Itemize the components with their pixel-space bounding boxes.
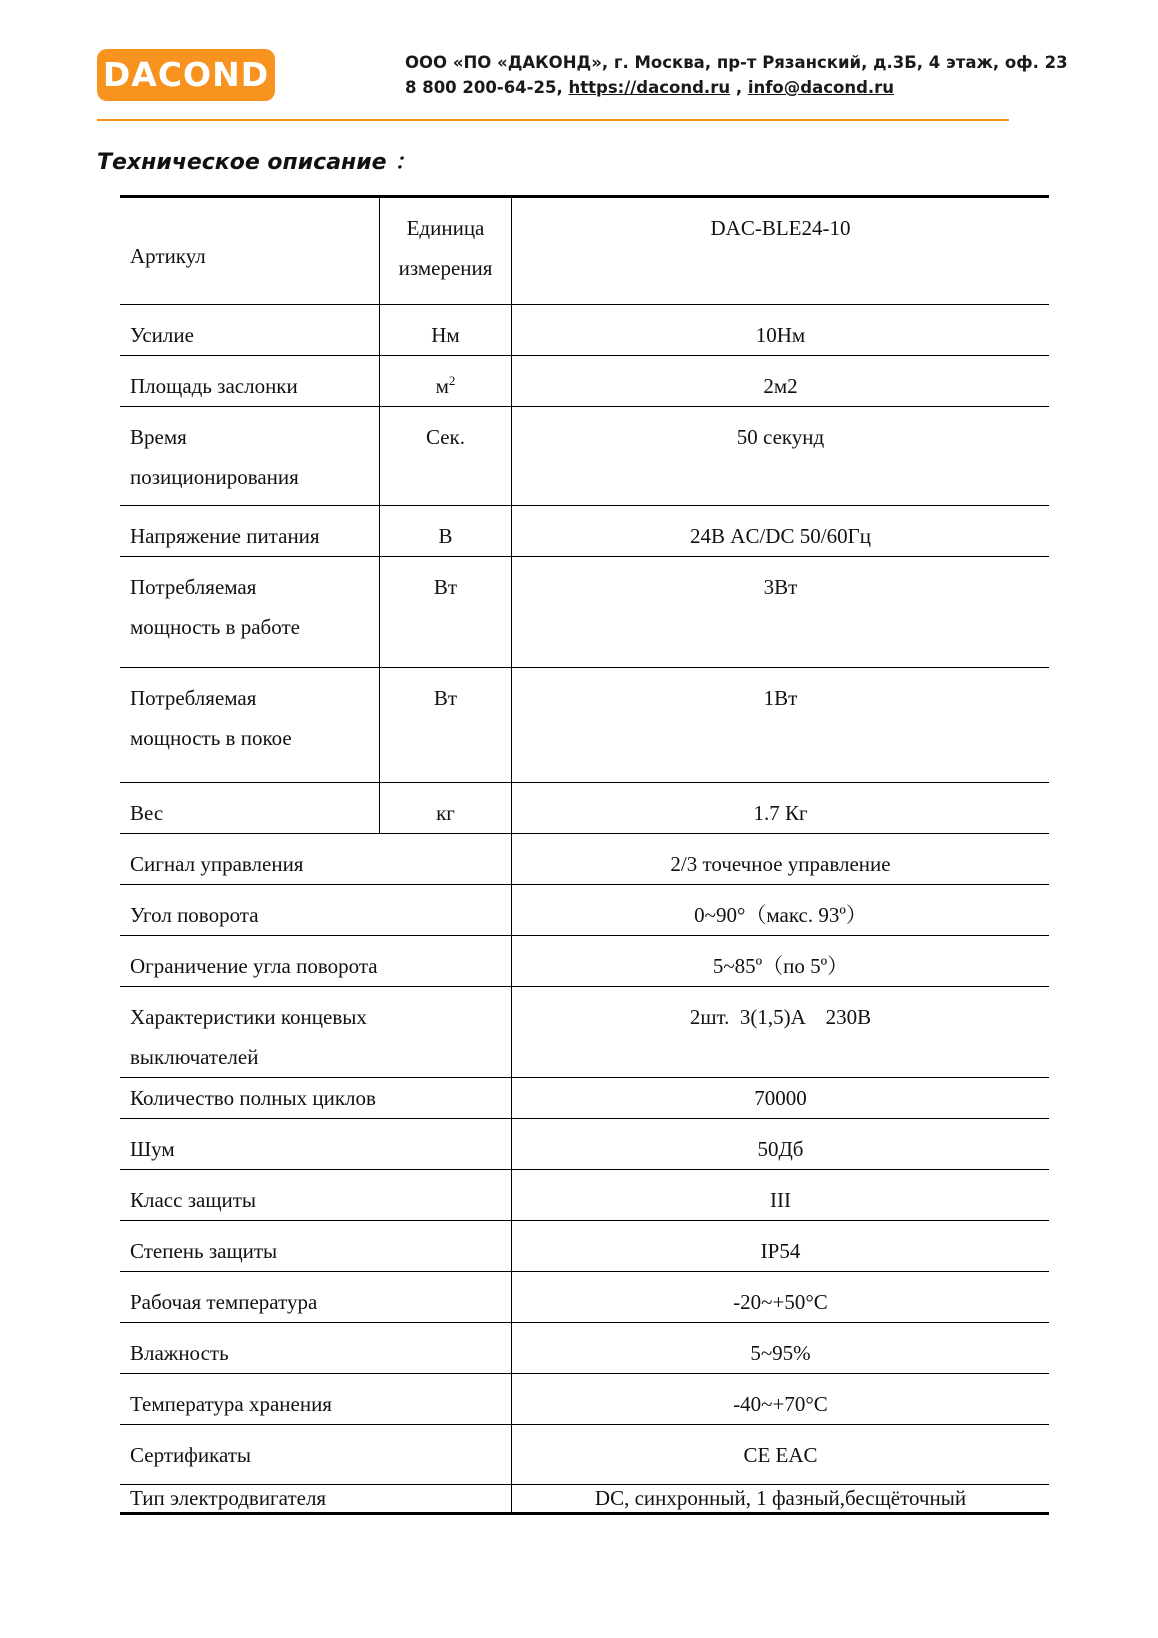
header-value: DAC-BLE24-10 — [512, 197, 1050, 305]
company-phone: 8 800 200-64-25, — [405, 78, 569, 97]
row-param: Степень защиты — [120, 1221, 512, 1272]
row-value: 70000 — [512, 1078, 1050, 1119]
header-unit-line2: измерения — [398, 256, 493, 280]
row-value: -40~+70°C — [512, 1374, 1050, 1425]
row-param: Вес — [120, 783, 380, 834]
table-row — [120, 1078, 1049, 1119]
param-line1: Характеристики концевых — [130, 1005, 367, 1029]
param-line1: Время — [130, 425, 187, 449]
row-value: -20~+50°C — [512, 1272, 1050, 1323]
header-param: Артикул — [130, 244, 206, 268]
param-line1: Потребляемая — [130, 686, 257, 710]
row-value: 50Дб — [512, 1119, 1050, 1170]
row-value: III — [512, 1170, 1050, 1221]
row-value: 5~85º（по 5º） — [512, 936, 1050, 987]
row-unit: Вт — [380, 668, 512, 783]
email-link[interactable]: info@dacond.ru — [747, 78, 895, 97]
param-line2: позиционирования — [130, 465, 299, 489]
row-value: 1Вт — [512, 668, 1050, 783]
row-unit: кг — [380, 783, 512, 834]
company-contacts — [405, 75, 1068, 100]
unit-superscript: 2 — [448, 373, 456, 388]
table-row — [120, 305, 1049, 356]
table-header-row — [120, 197, 1049, 305]
row-param: Рабочая температура — [120, 1272, 512, 1323]
contact-separator: , — [730, 78, 748, 97]
param-line2: выключателей — [130, 1045, 259, 1069]
header-divider — [97, 119, 1009, 121]
table-row — [120, 557, 1049, 668]
row-param — [120, 557, 380, 668]
row-value: DC, синхронный, 1 фазный,бесщёточный — [512, 1485, 1050, 1514]
row-unit — [380, 356, 512, 407]
table-row — [120, 1485, 1049, 1514]
company-info — [405, 50, 1068, 100]
section-title: Техническое описание ： — [97, 150, 417, 175]
row-param: Сигнал управления — [120, 834, 512, 885]
table-row — [120, 1119, 1049, 1170]
row-value: CE EAC — [512, 1425, 1050, 1485]
table-row — [120, 1374, 1049, 1425]
table-row — [120, 1425, 1049, 1485]
table-row — [120, 834, 1049, 885]
row-value: 50 секунд — [512, 407, 1050, 506]
row-value: 2/3 точечное управление — [512, 834, 1050, 885]
table-row — [120, 1221, 1049, 1272]
row-value: 5~95% — [512, 1323, 1050, 1374]
website-link[interactable]: https://dacond.ru — [568, 78, 731, 97]
table-row — [120, 885, 1049, 936]
table-row — [120, 1170, 1049, 1221]
row-value: 2шт. 3(1,5)A 230B — [512, 987, 1050, 1078]
row-param: Сертификаты — [120, 1425, 512, 1485]
row-value: 10Нм — [512, 305, 1050, 356]
table-row — [120, 987, 1049, 1078]
row-param: Усилие — [120, 305, 380, 356]
table-row — [120, 356, 1049, 407]
row-value: 0~90°（макс. 93º） — [512, 885, 1050, 936]
row-param: Угол поворота — [120, 885, 512, 936]
row-param — [120, 668, 380, 783]
dacond-logo: DACOND — [97, 49, 275, 101]
table-row — [120, 936, 1049, 987]
table-row — [120, 1323, 1049, 1374]
row-param: Количество полных циклов — [120, 1078, 512, 1119]
table-row — [120, 668, 1049, 783]
row-param: Класс защиты — [120, 1170, 512, 1221]
param-line2: мощность в покое — [130, 726, 292, 750]
row-unit: Вт — [380, 557, 512, 668]
table-row — [120, 506, 1049, 557]
table-row — [120, 783, 1049, 834]
row-param — [120, 987, 512, 1078]
row-value: 24В AC/DC 50/60Гц — [512, 506, 1050, 557]
row-param: Температура хранения — [120, 1374, 512, 1425]
header-unit-line1: Единица — [406, 216, 485, 240]
unit-base: м — [435, 374, 449, 398]
row-value: 2м2 — [512, 356, 1050, 407]
row-param — [120, 407, 380, 506]
row-param: Напряжение питания — [120, 506, 380, 557]
row-value: 3Вт — [512, 557, 1050, 668]
table-row — [120, 1272, 1049, 1323]
row-param: Тип электродвигателя — [120, 1485, 512, 1514]
row-unit: Нм — [380, 305, 512, 356]
row-unit: В — [380, 506, 512, 557]
table-row — [120, 407, 1049, 506]
row-param: Шум — [120, 1119, 512, 1170]
param-line2: мощность в работе — [130, 615, 300, 639]
row-value: IP54 — [512, 1221, 1050, 1272]
header-unit — [380, 197, 512, 305]
spec-table — [120, 195, 1049, 1515]
row-param: Ограничение угла поворота — [120, 936, 512, 987]
row-unit: Сек. — [380, 407, 512, 506]
company-address: ООО «ПО «ДАКОНД», г. Москва, пр-т Рязанский, д.3Б, 4 этаж, оф. 23 — [405, 53, 1068, 72]
row-param: Влажность — [120, 1323, 512, 1374]
row-value: 1.7 Кг — [512, 783, 1050, 834]
row-param: Площадь заслонки — [120, 356, 380, 407]
param-line1: Потребляемая — [130, 575, 257, 599]
